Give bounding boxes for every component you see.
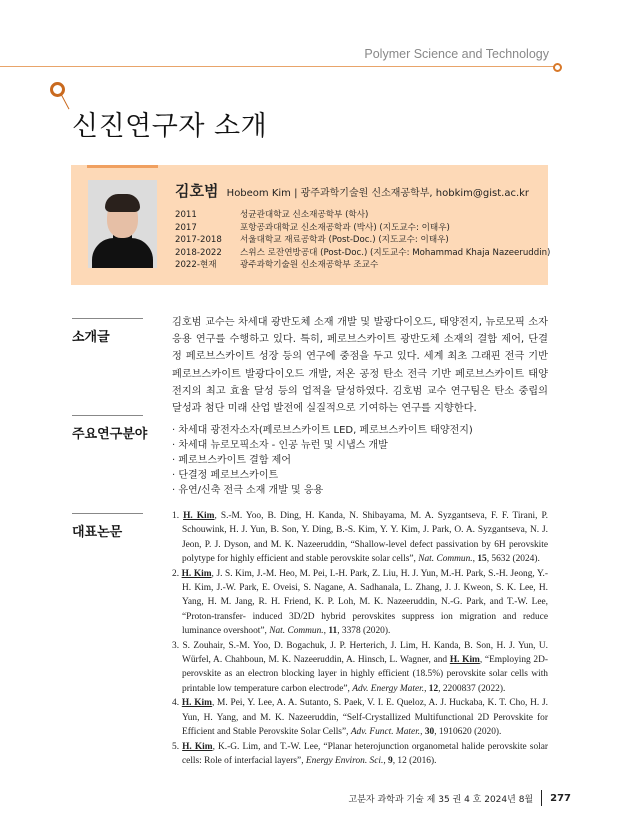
paper-volume: 30 [424,727,435,738]
paper-highlight-author: H. Kim [183,511,215,521]
paper-journal: Adv. Funct. Mater. [350,727,421,738]
education-year: 2022-현재 [175,260,217,270]
profile-photo [88,180,157,268]
paper-item: 1. H. Kim, S.-M. Yoo, B. Ding, H. Kanda, N. Shibayama, M. A. Syzgantseva, F. F. Tirani, P. Schouwink, H. J. Yun, B. Son, Y. Ding, B.-S. Kim, Y. Y. Kim, J. Park, O. A. Syzgantseva, N. J. Jeon, P. J. Dyson, and M. K. Nazeeruddin, “Shallow-level defect passivation by 6H perovskite polytype for highly efficient and stable perovskite solar cells”, Nat. Commun., 15, 5632 (2024). [172,511,549,565]
research-area-item: · 유연/신축 전극 소재 개발 및 응용 [172,485,324,496]
paper-number: 2. [172,568,182,579]
education-item [175,209,550,222]
paper-item: 4. H. Kim, M. Pei, Y. Lee, A. A. Sutanto, S. Paek, V. I. E. Queloz, A. J. Huckaba, K. T. Cho, H. J. Yun, H. Yang, and M. K. Nazeeruddin, “Self-Crystallized Multifunctional 2D Perovskite for Efficient and Stable Perovskite Solar Cells”, Adv. Funct. Mater., 30, 1910620 (2020). [172,698,549,738]
paper-coauthors: S. Zouhair, S.-M. Yoo, D. Bogachuk, J. P. Herterich, J. Lim, H. Kanda, B. Son, H. J. Yun, U. Würfel, A. Chahboun, M. K. Nazeeruddin, A. Hinsch, L. Wagner, and [182,640,549,666]
education-item [175,259,550,272]
education-item [175,247,550,260]
paper-authors-title: , M. Pei, Y. Lee, A. A. Sutanto, S. Paek, V. I. E. Queloz, A. J. Huckaba, K. T. Cho, H. J. Yun, H. Yang, and M. K. Nazeeruddin, “Self-Crystallized Multifunctional 2D Perovskite for Efficient and Stable Perovskite Solar Cells”, [182,698,549,738]
journal-name: Polymer Science and Technology [364,47,549,61]
research-area-item: · 페로브스카이트 결함 제어 [172,455,291,466]
research-area-item: · 차세대 광전자소자(페로브스카이트 LED, 페로브스카이트 태양전지) [172,425,473,436]
paper-journal: Energy Environ. Sci. [305,755,384,766]
research-area-item: · 단결정 페로브스카이트 [172,470,279,481]
paper-volume: 12 [428,683,439,694]
research-area-item: · 차세대 뉴로모픽소자 - 인공 뉴런 및 시냅스 개발 [172,440,388,451]
intro-heading: 소개글 [72,330,110,345]
footer-divider [541,790,542,806]
paper-list [172,509,548,768]
page-footer [349,790,571,806]
education-list [175,209,550,272]
paper-number: 5. [172,741,183,752]
paper-authors-title: , K.-G. Lim, and T.-W. Lee, “Planar heterojunction organometal halide perovskite solar cells: Role of interfacial layers”, [182,741,549,766]
education-item [175,222,550,235]
education-year: 2017 [175,222,197,233]
page-number: 277 [550,792,571,804]
papers-heading: 대표논문 [72,525,123,540]
ring-ornament-icon [553,63,562,72]
paper-number: 4. [172,698,182,709]
paper-authors-title: , “Employing 2D-perovskite as an electron blocking layer in highly efficient (18.5%) perovskite solar cells with printable low temperature carbon electrode”, [182,655,549,694]
paper-pages-year: , 5632 (2024). [486,554,540,565]
issue-info: 고분자 과학과 기술 제 35 권 4 호 2024년 8월 [348,794,534,805]
areas-heading: 주요연구분야 [72,427,148,442]
paper-volume: 11 [328,626,338,637]
paper-item: 5. H. Kim, K.-G. Lim, and T.-W. Lee, “Planar heterojunction organometal halide perovskite solar cells: Role of interfacial layers”, Energy Environ. Sci., 9, 12 (2016). [172,741,549,766]
education-item [175,234,550,247]
education-desc: 포항공과대학교 신소재공학과 (박사) (지도교수: 이태우) [240,222,450,233]
title-ring-icon [50,82,65,97]
paper-authors-title: , S.-M. Yoo, B. Ding, H. Kanda, N. Shibayama, M. A. Syzgantseva, F. F. Tirani, P. Schouwink, H. J. Yun, B. Son, Y. Ding, B.-S. Kim, Y. Y. Kim, J. Park, O. A. Syzgantseva, N. J. Jeon, P. J. Dyson, and M. K. Nazeeruddin, “Shallow-level defect passivation by 6H perovskite polytype for highly efficient and stable perovskite solar cells”, [182,511,549,565]
research-areas [172,423,473,498]
paper-item: 2. H. Kim, J. S. Kim, J.-M. Heo, M. Pei, I.-H. Park, Z. Liu, H. J. Yun, M.-H. Park, S.-H. Jeong, Y.-H. Kim, J.-W. Park, E. Oveisi, S. Nagane, A. Sadhanala, L. Zhang, J. J. Kweon, S. K. Lee, H. Yang, H. M. Jang, R. H. Friend, K. P. Loh, M. K. Nazeeruddin, N.-G. Park, and T.-W. Lee, “Proton-transfer- induced 3D/2D hybrid perovskites suppress ion migration and reduce luminance overshoot”, Nat. Commun., 11, 3378 (2020). [172,568,549,637]
paper-pages-year: , 1910620 (2020). [434,727,502,738]
title-ring-stem [61,95,69,110]
education-desc: 서울대학교 재료공학과 (Post-Doc.) (지도교수: 이태우) [240,235,449,245]
paper-highlight-author: H. Kim [181,568,212,579]
paper-journal: Nat. Commun. [269,626,324,637]
paper-pages-year: , 3378 (2020). [337,626,391,637]
education-year: 2017-2018 [175,235,222,245]
paper-volume: 9 [388,755,393,766]
paper-volume: 15 [477,554,487,565]
paper-authors-title: , J. S. Kim, J.-M. Heo, M. Pei, I.-H. Park, Z. Liu, H. J. Yun, M.-H. Park, S.-H. Jeong, Y.-H. Kim, J.-W. Park, E. Oveisi, S. Nagane, A. Sadhanala, L. Zhang, J. J. Kweon, S. K. Lee, H. Yang, H. M. Jang, R. H. Friend, K. P. Loh, M. K. Nazeeruddin, N.-G. Park, and T.-W. Lee, “Proton-transfer- induced 3D/2D hybrid perovskites suppress ion migration and reduce luminance overshoot”, [182,568,549,637]
paper-pages-year: , 12 (2016). [392,755,437,766]
profile-name: 김호범 [175,182,219,200]
profile-accent-strip [87,165,158,168]
profile-info: Hobeom Kim | 광주과학기술원 신소재공학부, hobkim@gist.ac.kr [226,188,530,199]
education-year: 2018-2022 [175,247,222,258]
paper-highlight-author: H. Kim [449,655,480,666]
section-divider [72,513,143,514]
education-desc: 광주과학기술원 신소재공학부 조교수 [240,260,379,270]
education-desc: 스위스 로잔연방공대 (Post-Doc.) (지도교수: Mohammad Khaja Nazeeruddin) [240,247,551,258]
paper-item: 3. S. Zouhair, S.-M. Yoo, D. Bogachuk, J. P. Herterich, J. Lim, H. Kanda, B. Son, H. J. Yun, U. Würfel, A. Chahboun, M. K. Nazeeruddin, A. Hinsch, L. Wagner, and H. Kim, “Employing 2D-perovskite as an electron blocking layer in highly efficient (18.5%) perovskite solar cells with printable low temperature carbon electrode”, Adv. Energy Mater., 12, 2200837 (2022). [172,640,549,694]
header-divider [0,66,555,67]
page-title: 신진연구자 소개 [72,111,268,142]
profile-header [175,180,529,201]
education-year: 2011 [175,210,197,220]
education-desc: 성균관대학교 신소재공학부 (학사) [240,210,369,220]
paper-number: 3. [172,640,183,651]
paper-highlight-author: H. Kim [182,741,213,752]
paper-highlight-author: H. Kim [181,698,212,709]
section-divider [72,318,143,319]
paper-journal: Nat. Commun. [418,554,473,565]
profile-box [71,165,551,285]
paper-number: 1. [172,511,184,521]
section-divider [72,415,143,416]
paper-journal: Adv. Energy Mater. [352,683,425,694]
paper-pages-year: , 2200837 (2022). [438,683,506,694]
intro-text: 김호범 교수는 차세대 광반도체 소재 개발 및 발광다이오드, 태양전지, 뉴로모픽 소자 응용 연구를 수행하고 있다. 특히, 페로브스카이트 광반도체 소재의 결함 제어, 단결정 페로브스카이트 성장 등의 연구에 중점을 두고 있다. 세계 최초 그래핀 전극 기반 페로브스카이트 발광다이오드 개발, 저온 공정 탄소 전극 기반 페로브스카이트 태양전지의 최고 효율 달성 등의 업적을 달성하였다. 김호범 교수 연구팀은 탄소 중립의 달성과 첨단 미래 산업 발전에 실질적으로 기여하는 연구를 지향한다. [172,317,548,415]
